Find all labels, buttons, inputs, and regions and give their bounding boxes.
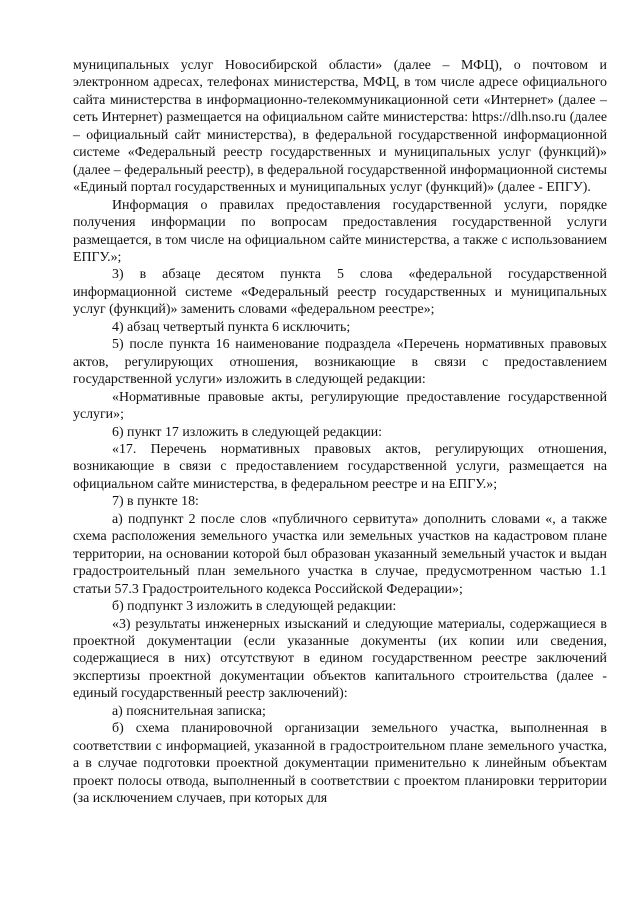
paragraph: б) подпункт 3 изложить в следующей редакции: bbox=[112, 599, 397, 615]
paragraph: 5) после пункта 16 наименование подраздела «Перечень нормативных правовых актов, регулирующих отношения, возникающие в связи с предоставлением государственной услуги» изложить в следующей редакции: bbox=[73, 337, 607, 388]
paragraph: Информация о правилах предоставления государственной услуги, порядке получения информации по вопросам предоставления государственной услуги размещается, в том числе на официальном сайте министерства, а также с использованием ЕПГУ.»; bbox=[73, 197, 607, 265]
paragraph: а) подпункт 2 после слов «публичного сервитута» дополнить словами «, а также схема расположения земельного участка или земельных участков на кадастровом плане территории, на основании которой был образован указанный земельный участок и выдан градостроительный план земельного участка в случае, предусмотренном частью 1.1 статьи 57.3 Градостроительного кодекса Российской Федерации»; bbox=[73, 511, 607, 597]
document-page bbox=[73, 57, 607, 807]
paragraph: а) пояснительная записка; bbox=[112, 703, 266, 719]
paragraph: «17. Перечень нормативных правовых актов, регулирующих отношения, возникающие в связи с предоставлением государственной услуги, размещается на официальном сайте министерства, в федеральном реестре и на ЕПГУ.»; bbox=[73, 441, 607, 492]
paragraph: «Нормативные правовые акты, регулирующие предоставление государственной услуги»; bbox=[73, 389, 607, 423]
paragraph: «3) результаты инженерных изысканий и следующие материалы, содержащиеся в проектной документации (если указанные документы (их копии или сведения, содержащиеся в них) отсутствуют в едином государственном реестре заключений экспертизы проектной документации объектов капитального строительства (далее - единый государственный реестр заключений): bbox=[73, 616, 607, 702]
paragraph: муниципальных услуг Новосибирской области» (далее – МФЦ), о почтовом и электронном адресах, телефонах министерства, МФЦ, в том числе адресе официального сайта министерства в информационно-телекоммуникационной сети «Интернет» (далее – сеть Интернет) размещается на официальном сайте министерства: https://dlh.nso.ru (далее – официальный сайт министерства), в федеральной государственной информационной системе «Федеральный реестр государственных и муниципальных услуг (функций)» (далее – федеральный реестр), в федеральной государственной информационной системы «Единый портал государственных и муниципальных услуг (функций)» (далее - ЕПГУ). bbox=[73, 58, 607, 196]
paragraph: 3) в абзаце десятом пункта 5 слова «федеральной государственной информационной системе «Федеральный реестр государственных и муниципальных услуг (функций)» заменить словами «федеральном реестре»; bbox=[73, 267, 607, 318]
paragraph: 6) пункт 17 изложить в следующей редакции: bbox=[112, 424, 383, 440]
paragraph: 7) в пункте 18: bbox=[112, 494, 199, 510]
paragraph: 4) абзац четвертый пункта 6 исключить; bbox=[112, 319, 351, 335]
paragraph: б) схема планировочной организации земельного участка, выполненная в соответствии с информацией, указанной в градостроительном плане земельного участка, а в случае подготовки проектной документации применительно к линейным объектам проект полосы отвода, выполненный в соответствии с проектом планировки территории (за исключением случаев, при которых для bbox=[73, 721, 607, 807]
